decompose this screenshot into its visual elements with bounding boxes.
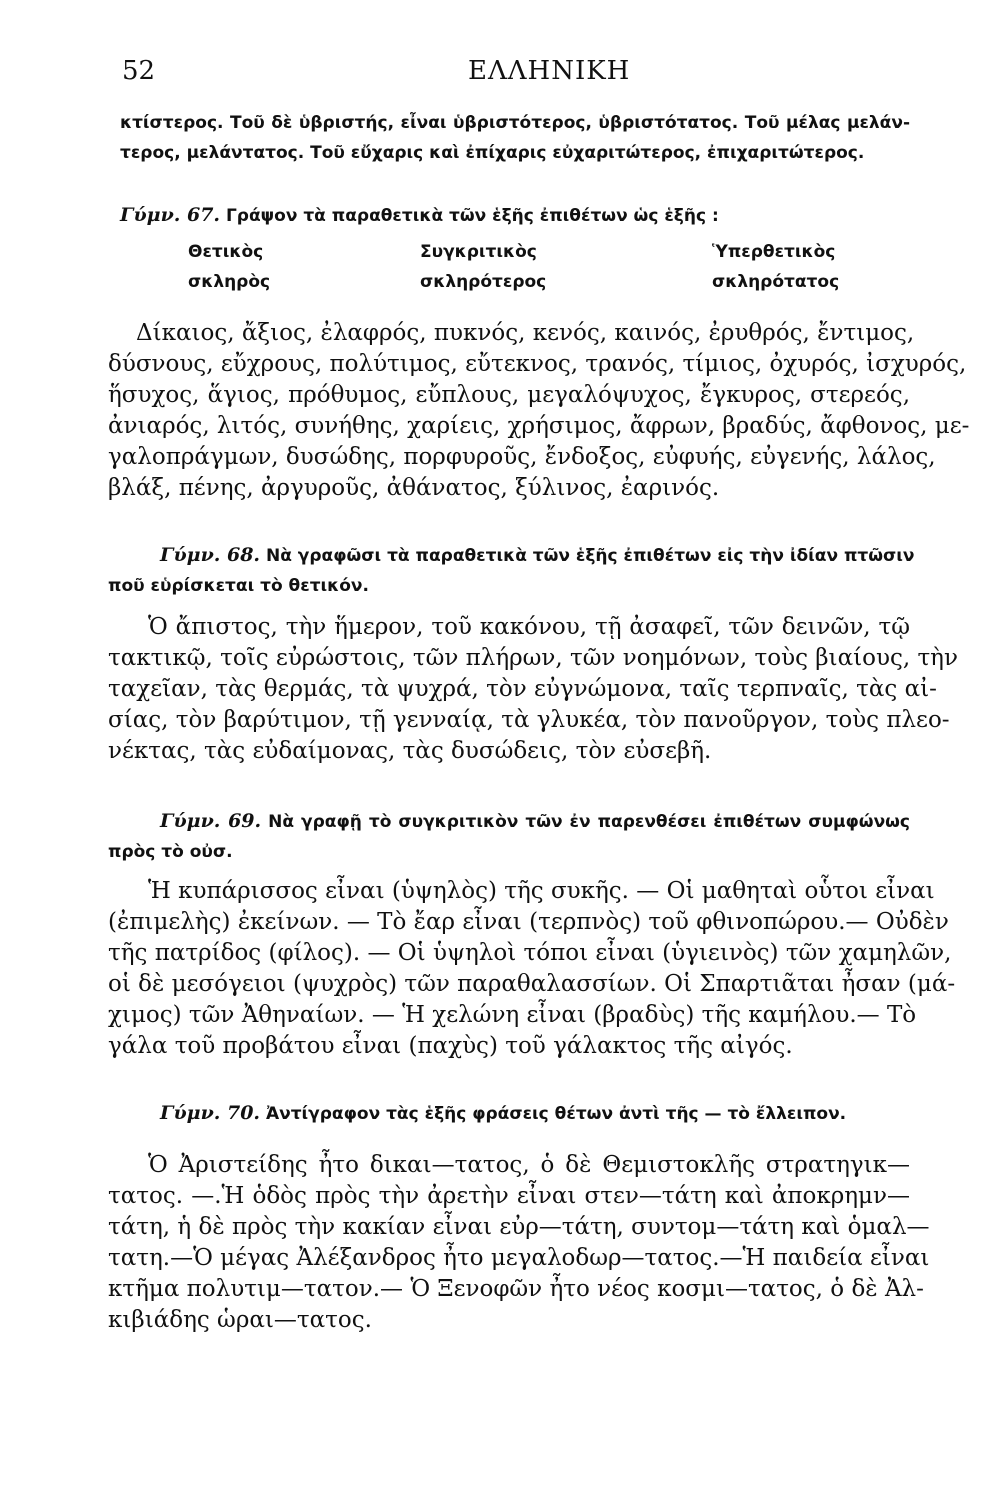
instruction-line [108, 1098, 910, 1129]
text-line: νέκτας, τὰς εὐδαίμονας, τὰς δυσώδεις, τὸν εὐσεβῆ. [108, 738, 712, 764]
text-line: ἥσυχος, ἅγιος, πρόθυμος, εὔπλους, μεγαλόψυχος, ἔγκυρος, στερεός, [108, 382, 910, 408]
text-line: γάλα τοῦ προβάτου εἶναι (παχὺς) τοῦ γάλακτος τῆς αἰγός. [108, 1033, 793, 1059]
text-line: Ὁ ἄπιστος, τὴν ἥμερον, τοῦ κακόνου, τῇ ἀσαφεῖ, τῶν δεινῶν, τῷ [148, 614, 910, 640]
exercise-instruction: Νὰ γραφῇ τὸ συγκριτικὸν τῶν ἐν παρενθέσει ἐπιθέτων συμφώνως [268, 812, 910, 832]
text-line: ταχεῖαν, τὰς θερμάς, τὰ ψυχρά, τὸν εὐγνώμονα, ταῖς τερπναῖς, τὰς αἰ- [108, 676, 937, 702]
text-line: σίας, τὸν βαρύτιμον, τῇ γενναίᾳ, τὰ γλυκέα, τὸν πανοῦργον, τοὺς πλεο- [108, 707, 950, 733]
text-line: δύσνους, εὔχρους, πολύτιμος, εὔτεκνος, τρανός, τίμιος, ὀχυρός, ἰσχυρός, [108, 351, 967, 377]
text-line: Ἡ κυπάρισσος εἶναι (ὑψηλὸς) τῆς συκῆς. — Οἱ μαθηταὶ οὗτοι εἶναι [148, 878, 935, 904]
intro-paragraph [120, 108, 910, 168]
running-title: ΕΛΛΗΝΙΚΗ [468, 56, 631, 86]
text-line: κτίστερος. Τοῦ δὲ ὑβριστής, εἶναι ὑβριστότερος, ὑβριστότατος. Τοῦ μέλας μελάν- [120, 113, 910, 133]
text-line: ἀνιαρός, λιτός, συνήθης, χαρίεις, χρήσιμος, ἄφρων, βραδύς, ἄφθονος, με- [108, 413, 970, 439]
text-line: γαλοπράγμων, δυσώδης, πορφυροῦς, ἔνδοξος, εὐφυής, εὐγενής, λάλος, [108, 444, 936, 470]
exercise-69-text [108, 876, 956, 1062]
text-line: τατη.—Ὁ μέγας Ἀλέξανδρος ἦτο μεγαλοδωρ—τατος.—Ἡ παιδεία εἶναι [108, 1245, 930, 1271]
text-line: (ἐπιμελὴς) ἐκείνων. — Τὸ ἔαρ εἶναι (τερπνὸς) τοῦ φθινοπώρου.— Οὐδὲν [108, 909, 949, 935]
text-line: Δίκαιος, ἄξιος, ἐλαφρός, πυκνός, κενός, καινός, ἐρυθρός, ἔντιμος, [136, 320, 915, 346]
text-line: οἱ δὲ μεσόγειοι (ψυχρὸς) τῶν παραθαλασσίων. Οἱ Σπαρτιᾶται ἦσαν (μά- [108, 971, 956, 997]
exercise-67-heading [120, 200, 910, 231]
text-line: τάτη, ἡ δὲ πρὸς τὴν κακίαν εἶναι εὐρ—τάτη, συντομ—τάτη καὶ ὁμαλ— [108, 1214, 930, 1240]
page-header [118, 52, 918, 92]
exercise-68-text [108, 612, 958, 767]
page-number: 52 [122, 56, 156, 86]
instruction-line: ποῦ εὑρίσκεται τὸ θετικόν. [108, 576, 369, 596]
exercise-69-heading [108, 806, 910, 867]
table-header-superlative: Ὑπερθετικὸς [712, 242, 836, 262]
exercise-label: Γύμν. 68. [160, 544, 261, 566]
text-line: βλάξ, πένης, ἀργυροῦς, ἀθάνατος, ξύλινος, ἐαρινός. [108, 475, 720, 501]
exercise-instruction: Νὰ γραφῶσι τὰ παραθετικὰ τῶν ἑξῆς ἐπιθέτων εἰς τὴν ἰδίαν πτῶσιν [265, 546, 915, 566]
table-header-positive: Θετικὸς [188, 242, 264, 262]
instruction-line [108, 806, 910, 837]
text-line: χιμος) τῶν Ἀθηναίων. — Ἡ χελώνη εἶναι (βραδὺς) τῆς καμήλου.— Τὸ [108, 1002, 917, 1028]
text-line: τατος. —.Ἡ ὁδὸς πρὸς τὴν ἀρετὴν εἶναι στεν—τάτη καὶ ἀποκρημν— [108, 1183, 910, 1209]
instruction-line: πρὸς τὸ οὐσ. [108, 842, 233, 862]
instruction-line [108, 540, 915, 571]
text-line: Ὁ Ἀριστείδης ἦτο δικαι—τατος, ὁ δὲ Θεμιστοκλῆς στρατηγικ— [148, 1152, 910, 1178]
exercise-label: Γύμν. 67. [120, 204, 221, 226]
table-header-comparative: Συγκριτικὸς [420, 242, 537, 262]
table-example-positive: σκληρὸς [188, 272, 271, 292]
exercise-70-text [108, 1150, 930, 1336]
exercise-68-heading [108, 540, 915, 601]
exercise-label: Γύμν. 69. [160, 810, 262, 832]
text-line: τῆς πατρίδος (φίλος). — Οἱ ὑψηλοὶ τόποι εἶναι (ὑγιεινὸς) τῶν χαμηλῶν, [108, 940, 952, 966]
exercise-70-heading [108, 1098, 910, 1129]
exercise-instruction: Γράψον τὰ παραθετικὰ τῶν ἑξῆς ἐπιθέτων ὡς ἑξῆς : [225, 206, 719, 226]
text-line: κιβιάδης ὡραι—τατος. [108, 1307, 372, 1333]
text-line: κτῆμα πολυτιμ—τατον.— Ὁ Ξενοφῶν ἦτο νέος κοσμι—τατος, ὁ δὲ Ἀλ- [108, 1276, 924, 1302]
exercise-label: Γύμν. 70. [160, 1102, 261, 1124]
text-line: τερος, μελάντατος. Τοῦ εὔχαρις καὶ ἐπίχαρις εὐχαριτώτερος, ἐπιχαριτώτερος. [120, 143, 865, 163]
table-example-superlative: σκληρότατος [712, 272, 840, 292]
table-example-comparative: σκληρότερος [420, 272, 547, 292]
exercise-instruction: Ἀντίγραφον τὰς ἑξῆς φράσεις θέτων ἀντὶ τῆς — τὸ ἔλλειπον. [265, 1104, 847, 1124]
exercise-67-text [108, 318, 970, 504]
text-line: τακτικῷ, τοῖς εὐρώστοις, τῶν πλήρων, τῶν νοημόνων, τοὺς βιαίους, τὴν [108, 645, 958, 671]
